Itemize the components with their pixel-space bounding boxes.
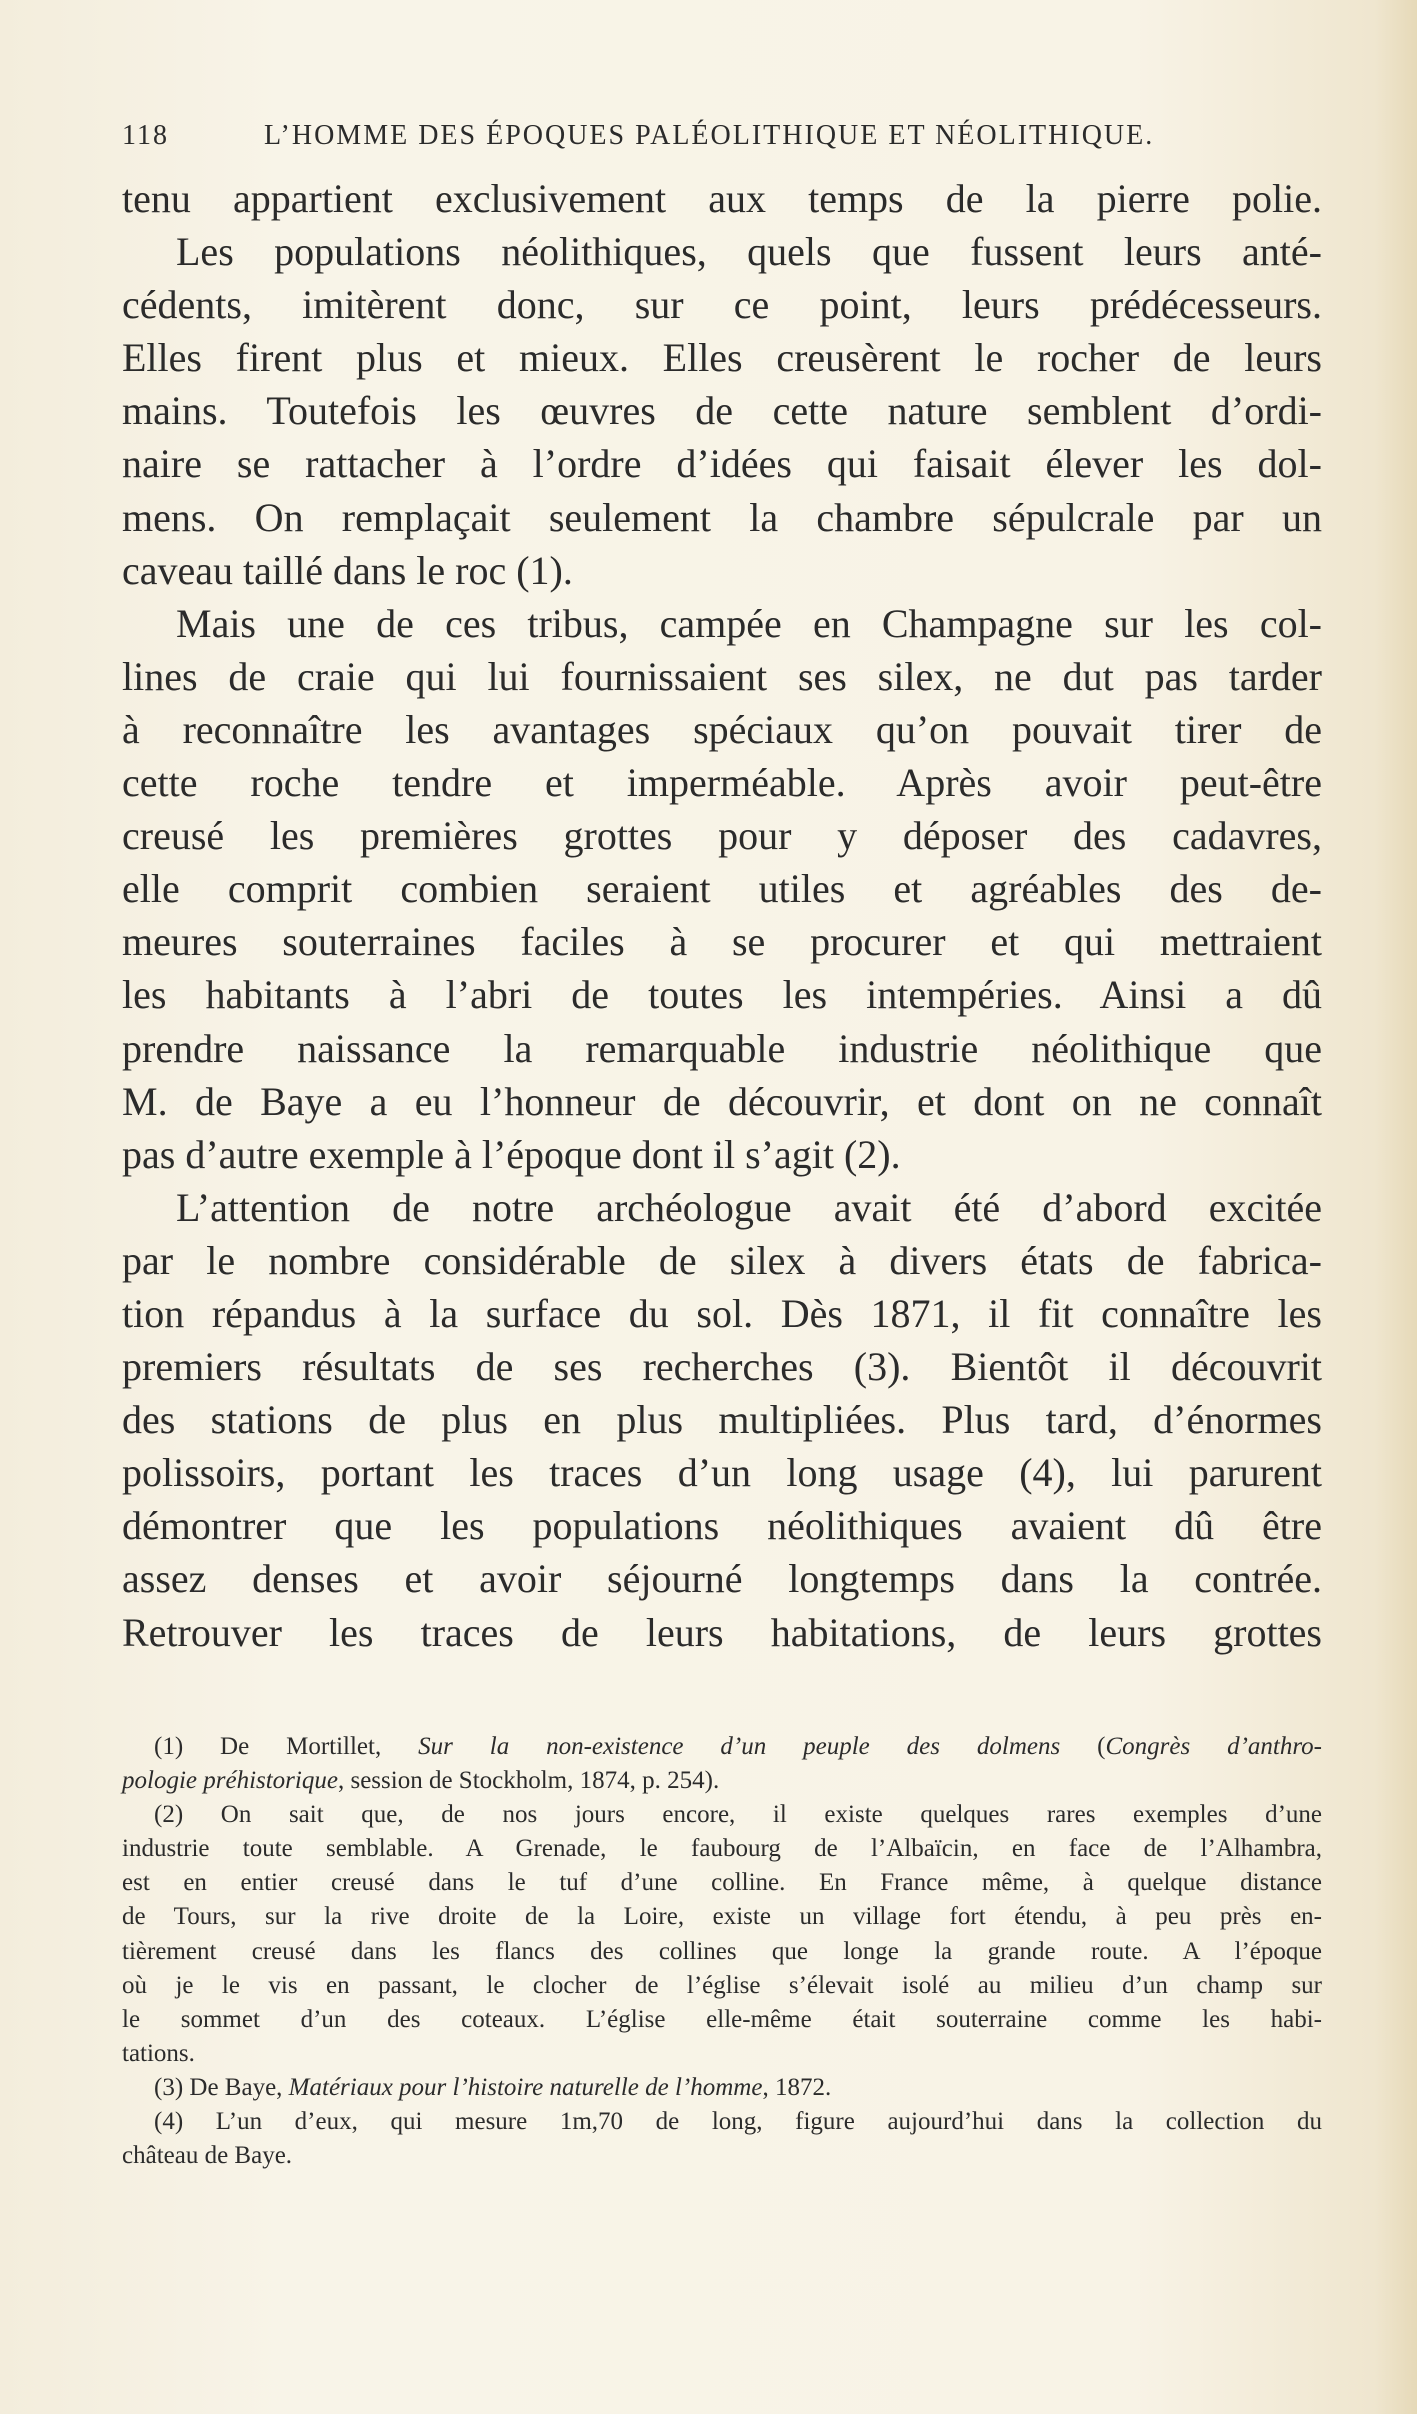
text-line: prendre naissance la remarquable industrie néolithique que	[122, 1025, 1322, 1071]
footnote-text: (1) De Mortillet,	[154, 1733, 419, 1760]
text-line: tenu appartient exclusivement aux temps de la pierre polie.	[122, 176, 1322, 221]
footnote-cited-title: pologie préhistorique	[122, 1767, 338, 1795]
footnote-text: (3) De Baye,	[154, 2073, 289, 2101]
footnote-cited-title: Matériaux pour l’histoire naturelle de l’homme	[288, 2073, 763, 2101]
footnote-3	[122, 2071, 1322, 2105]
text-line: à reconnaître les avantages spéciaux qu’on pouvait tirer de	[122, 706, 1322, 752]
text-line: polissoirs, portant les traces d’un long usage (4), lui parurent	[122, 1450, 1322, 1496]
footnote-cited-title: Sur la non-existence d’un peuple des dolmens	[418, 1733, 1061, 1760]
running-title: L’HOMME DES ÉPOQUES PALÉOLITHIQUE ET NÉOLITHIQUE.	[264, 120, 1155, 151]
footnote-2-line: le sommet d’un des coteaux. L’église elle-même était souterraine comme les habi-	[122, 2005, 1322, 2033]
footnote-2: (2) On sait que, de nos jours encore, il existe quelques rares exemples d’une	[154, 1801, 1322, 1829]
footnote-text: (	[1060, 1733, 1106, 1760]
text-line: tion répandus à la surface du sol. Dès 1871, il fit connaître les	[122, 1290, 1322, 1336]
footnote-2-line: industrie toute semblable. A Grenade, le faubourg de l’Albaïcin, en face de l’Alhambra,	[122, 1835, 1322, 1863]
text-line: caveau taillé dans le roc (1).	[122, 547, 573, 593]
footnote-text: , session de Stockholm, 1874, p. 254).	[337, 1767, 720, 1795]
text-line: cédents, imitèrent donc, sur ce point, leurs prédécesseurs.	[122, 282, 1322, 328]
text-line: meures souterraines faciles à se procurer et qui mettraient	[122, 919, 1322, 965]
text-line: mens. On remplaçait seulement la chambre sépulcrale par un	[122, 494, 1322, 540]
footnote-2-line: tièrement creusé dans les flancs des collines que longe la grande route. A l’époque	[122, 1937, 1322, 1965]
text-line: lines de craie qui lui fournissaient ses silex, ne dut pas tarder	[122, 653, 1322, 699]
text-line: creusé les premières grottes pour y déposer des cadavres,	[122, 813, 1322, 859]
text-line: Elles firent plus et mieux. Elles creusèrent le rocher de leurs	[122, 335, 1322, 381]
footnote-4: (4) L’un d’eux, qui mesure 1m,70 de long, figure aujourd’hui dans la collection du	[154, 2108, 1322, 2136]
text-line: Mais une de ces tribus, campée en Champagne sur les col-	[176, 600, 1322, 646]
footnotes	[122, 1730, 1322, 2173]
body-text	[122, 172, 1322, 1659]
text-line: des stations de plus en plus multipliées. Plus tard, d’énormes	[122, 1397, 1322, 1443]
text-line: Retrouver les traces de leurs habitations, de leurs grottes	[122, 1609, 1322, 1655]
text-line: pas d’autre exemple à l’époque dont il s’agit (2).	[122, 1131, 901, 1177]
text-line: naire se rattacher à l’ordre d’idées qui faisait élever les dol-	[122, 441, 1322, 487]
footnote-2-line: où je le vis en passant, le clocher de l’église s’élevait isolé au milieu d’un champ sur	[122, 1971, 1322, 1999]
footnote-4-line: château de Baye.	[122, 2142, 293, 2170]
page-number: 118	[122, 120, 169, 151]
footnote-cited-title: Congrès d’anthro-	[1105, 1733, 1322, 1760]
text-line: les habitants à l’abri de toutes les intempéries. Ainsi a dû	[122, 972, 1322, 1018]
footnote-2-line: de Tours, sur la rive droite de la Loire, existe un village fort étendu, à peu près en-	[122, 1903, 1322, 1931]
text-line: elle comprit combien seraient utiles et agréables des de-	[122, 866, 1322, 912]
text-line: M. de Baye a eu l’honneur de découvrir, et dont on ne connaît	[122, 1078, 1322, 1124]
footnote-text: , 1872.	[762, 2073, 832, 2101]
text-line: premiers résultats de ses recherches (3). Bientôt il découvrit	[122, 1344, 1322, 1390]
text-line: par le nombre considérable de silex à divers états de fabrica-	[122, 1237, 1322, 1283]
footnote-2-line: est en entier creusé dans le tuf d’une colline. En France même, à quelque distance	[122, 1869, 1322, 1897]
text-line: Les populations néolithiques, quels que fussent leurs anté-	[176, 229, 1322, 275]
text-line: assez denses et avoir séjourné longtemps dans la contrée.	[122, 1556, 1322, 1602]
footnote-1-cont	[122, 1764, 1322, 1798]
text-line: démontrer que les populations néolithiques avaient dû être	[122, 1503, 1322, 1549]
text-line: L’attention de notre archéologue avait été d’abord excitée	[176, 1184, 1322, 1230]
footnote-1	[122, 1730, 1322, 1764]
footnote-2-line: tations.	[122, 2039, 195, 2067]
text-line: mains. Toutefois les œuvres de cette nature semblent d’ordi-	[122, 388, 1322, 434]
text-line: cette roche tendre et imperméable. Après avoir peut-être	[122, 760, 1322, 806]
